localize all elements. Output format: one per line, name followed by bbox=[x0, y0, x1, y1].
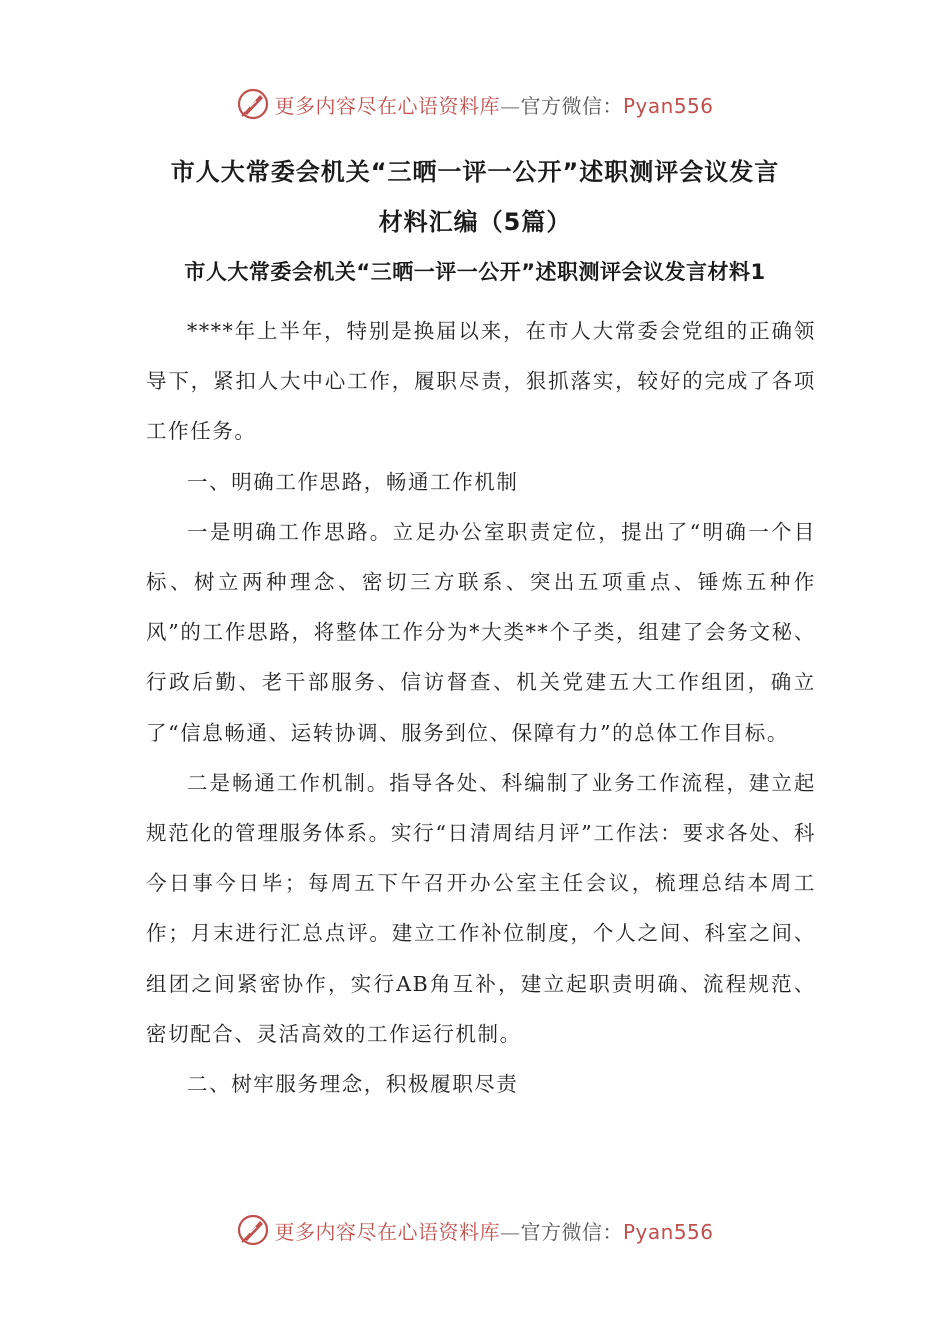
footer-banner-dash: — bbox=[499, 1219, 521, 1244]
quill-logo-icon bbox=[236, 1213, 270, 1247]
header-banner-main: 更多内容尽在心语资料库 bbox=[274, 93, 500, 118]
section-heading-2: 二、树牢服务理念，积极履职尽责 bbox=[187, 1072, 519, 1097]
header-banner-dash: — bbox=[499, 93, 521, 118]
document-title-line2: 材料汇编（5篇） bbox=[378, 208, 572, 236]
paragraph-work-ideas: 一是明确工作思路。立足办公室职责定位，提出了“明确一个目标、树立两种理念、密切三方联系、突出五项重点、锤炼五种作风”的工作思路，将整体工作分为*大类**个子类，组建了会务文秘、行政后勤、老干部服务、信访督查、机关党建五大工作组团，确立了“信息畅通、运转协调、服务到位、保障有力”的总体工作目标。 bbox=[146, 519, 816, 745]
paragraph-work-mechanism: 二是畅通工作机制。指导各处、科编制了业务工作流程，建立起规范化的管理服务体系。实行“日清周结月评”工作法：要求各处、科今日事今日毕；每周五下午召开办公室主任会议，梳理总结本周工作；月末进行汇总点评。建立工作补位制度，个人之间、科室之间、组团之间紧密协作，实行AB角互补，建立起职责明确、流程规范、密切配合、灵活高效的工作运行机制。 bbox=[146, 770, 816, 1046]
header-banner-text bbox=[274, 90, 713, 119]
document-title-line1: 市人大常委会机关“三晒一评一公开”述职测评会议发言 bbox=[170, 158, 780, 186]
document-body bbox=[146, 306, 816, 1109]
header-banner-id: Pyan556 bbox=[622, 93, 714, 118]
quill-logo-icon bbox=[236, 87, 270, 121]
document-subtitle: 市人大常委会机关“三晒一评一公开”述职测评会议发言材料1 bbox=[184, 260, 766, 284]
footer-banner-wechat: 官方微信： bbox=[520, 1219, 623, 1244]
footer-banner-main: 更多内容尽在心语资料库 bbox=[274, 1219, 500, 1244]
header-banner-wechat: 官方微信： bbox=[520, 93, 623, 118]
paragraph-intro: ****年上半年，特别是换届以来，在市人大常委会党组的正确领导下，紧扣人大中心工作，履职尽责，狠抓落实，较好的完成了各项工作任务。 bbox=[146, 319, 816, 444]
footer-banner-text bbox=[274, 1216, 713, 1245]
footer-banner bbox=[0, 1210, 950, 1250]
header-banner bbox=[0, 84, 950, 124]
section-heading-1: 一、明确工作思路，畅通工作机制 bbox=[187, 469, 519, 494]
footer-banner-id: Pyan556 bbox=[622, 1219, 714, 1244]
